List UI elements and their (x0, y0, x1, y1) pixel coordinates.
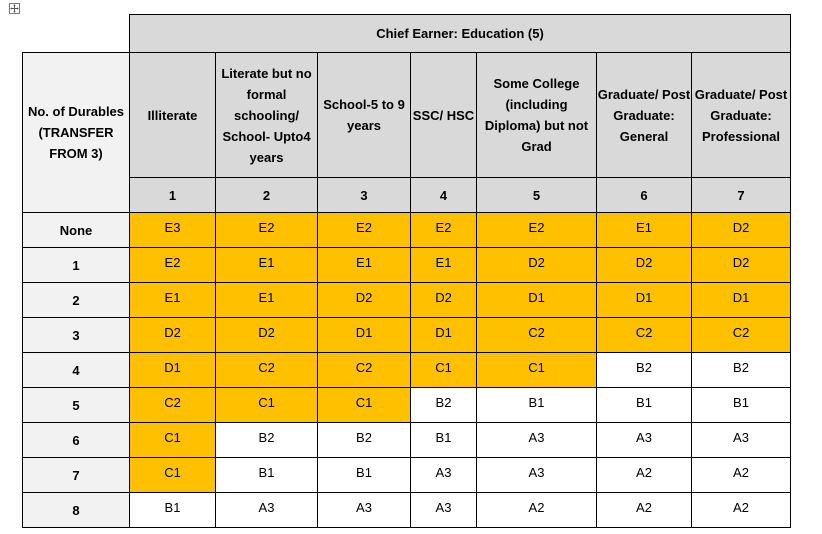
column-number-4: 4 (411, 178, 477, 213)
grade-cell (216, 388, 318, 423)
grade-cell (216, 248, 318, 283)
grade-cell (318, 353, 411, 388)
column-number-7: 7 (692, 178, 791, 213)
grade-cell (411, 283, 477, 318)
grade-cell (692, 493, 791, 528)
grade-cell (597, 493, 692, 528)
column-header-4: SSC/ HSC (411, 53, 477, 178)
grade-cell (130, 458, 216, 493)
grade-cell (216, 423, 318, 458)
grade-cell (692, 283, 791, 318)
grade-cell (411, 318, 477, 353)
grade-value: B1 (435, 429, 452, 445)
grade-value: C1 (528, 359, 545, 375)
corner-blank-cell (23, 15, 130, 53)
durables-education-grid (22, 14, 791, 528)
grade-cell (216, 213, 318, 248)
column-header-1: Illiterate (130, 53, 216, 178)
grade-cell (597, 213, 692, 248)
grade-value: D2 (435, 289, 452, 305)
table-row (23, 388, 791, 423)
grade-cell (597, 388, 692, 423)
grade-value: A3 (258, 499, 275, 515)
grade-value: C2 (258, 359, 275, 375)
grade-value: E1 (636, 219, 652, 235)
grade-value: D2 (528, 254, 545, 270)
grade-cell (597, 423, 692, 458)
grade-cell (216, 318, 318, 353)
column-number-2: 2 (216, 178, 318, 213)
grade-cell (692, 318, 791, 353)
grade-value: A3 (356, 499, 372, 515)
table-row (23, 353, 791, 388)
column-header-5: Some College (including Diploma) but not Grad (477, 53, 597, 178)
grade-value: C2 (528, 324, 545, 340)
grade-value: C1 (164, 429, 181, 445)
grade-cell (477, 458, 597, 493)
grade-cell (216, 493, 318, 528)
row-label: 7 (23, 458, 130, 493)
grade-cell (216, 353, 318, 388)
grade-value: B2 (258, 429, 275, 445)
grade-value: B1 (164, 499, 181, 515)
grade-cell (477, 213, 597, 248)
row-label: 1 (23, 248, 130, 283)
grade-value: E2 (356, 219, 372, 235)
grade-cell (130, 388, 216, 423)
grade-cell (130, 493, 216, 528)
table-row (23, 283, 791, 318)
grade-cell (597, 318, 692, 353)
grade-cell (692, 458, 791, 493)
grade-value: B1 (356, 464, 372, 480)
grade-value: C2 (732, 324, 750, 340)
grade-value: C2 (355, 359, 373, 375)
grade-value: C1 (355, 394, 373, 410)
column-number-6: 6 (597, 178, 692, 213)
grade-cell (318, 458, 411, 493)
grade-value: D2 (355, 289, 373, 305)
grade-cell (130, 353, 216, 388)
grade-cell (411, 493, 477, 528)
row-label: 4 (23, 353, 130, 388)
grade-cell (597, 283, 692, 318)
table-row (23, 423, 791, 458)
grade-value: B1 (528, 394, 545, 410)
grade-cell (411, 353, 477, 388)
grade-value: E1 (164, 289, 181, 305)
table-row (23, 493, 791, 528)
grade-cell (318, 213, 411, 248)
grade-cell (692, 423, 791, 458)
column-number-1: 1 (130, 178, 216, 213)
grade-value: E3 (164, 219, 181, 235)
column-header-6: Graduate/ Post Graduate: General (597, 53, 692, 178)
grade-cell (318, 423, 411, 458)
grade-value: B2 (356, 429, 372, 445)
grade-value: A2 (636, 499, 652, 515)
grade-value: E1 (356, 254, 372, 270)
grade-cell (411, 213, 477, 248)
grade-cell (597, 248, 692, 283)
grade-cell (597, 353, 692, 388)
grade-cell (411, 248, 477, 283)
grade-value: D1 (635, 289, 653, 305)
grade-value: E2 (528, 219, 545, 235)
grade-value: A3 (636, 429, 652, 445)
grade-cell (318, 493, 411, 528)
row-label: 3 (23, 318, 130, 353)
row-label: None (23, 213, 130, 248)
grade-cell (130, 318, 216, 353)
grade-cell (130, 423, 216, 458)
grade-cell (216, 458, 318, 493)
group-header-row (23, 15, 791, 53)
table-row (23, 213, 791, 248)
grade-cell (477, 318, 597, 353)
table-move-handle-icon[interactable] (9, 3, 20, 14)
grade-cell (216, 283, 318, 318)
grade-value: A3 (435, 464, 452, 480)
grade-cell (477, 423, 597, 458)
column-number-row (23, 178, 791, 213)
grade-value: C1 (164, 464, 181, 480)
column-header-3: School-5 to 9 years (318, 53, 411, 178)
grade-value: B2 (435, 394, 452, 410)
grade-cell (318, 248, 411, 283)
grade-cell (318, 388, 411, 423)
grade-value: C2 (164, 394, 181, 410)
grade-value: A3 (528, 464, 545, 480)
group-header: Chief Earner: Education (5) (130, 15, 791, 53)
grade-cell (130, 248, 216, 283)
grade-value: B2 (733, 359, 749, 375)
grade-cell (411, 388, 477, 423)
grade-value: D2 (732, 219, 750, 235)
table-row (23, 318, 791, 353)
column-header-7: Graduate/ Post Graduate: Professional (692, 53, 791, 178)
grade-value: C1 (258, 394, 275, 410)
column-header-row (23, 53, 791, 178)
grade-cell (318, 283, 411, 318)
grade-cell (692, 213, 791, 248)
grade-cell (477, 388, 597, 423)
grade-value: B1 (636, 394, 652, 410)
grade-value: E2 (164, 254, 181, 270)
grade-cell (477, 283, 597, 318)
grade-value: D1 (355, 324, 373, 340)
grade-value: A2 (528, 499, 545, 515)
grade-value: E2 (435, 219, 452, 235)
grade-value: D2 (258, 324, 275, 340)
grade-value: D2 (732, 254, 750, 270)
grade-value: A2 (733, 464, 749, 480)
grade-value: A2 (733, 499, 749, 515)
row-label: 8 (23, 493, 130, 528)
grade-value: E1 (258, 289, 275, 305)
grade-value: A3 (528, 429, 545, 445)
move-arrows-icon (10, 4, 19, 13)
grade-value: A3 (435, 499, 452, 515)
grade-value: E1 (258, 254, 275, 270)
grade-cell (318, 318, 411, 353)
grade-value: B1 (733, 394, 749, 410)
grade-value: A2 (636, 464, 652, 480)
grade-value: D2 (164, 324, 181, 340)
grade-value: D1 (435, 324, 452, 340)
grade-value: B1 (258, 464, 275, 480)
grade-cell (597, 458, 692, 493)
grade-cell (411, 423, 477, 458)
grade-cell (130, 283, 216, 318)
grade-value: C1 (435, 359, 452, 375)
grade-value: D2 (635, 254, 653, 270)
grade-cell (477, 493, 597, 528)
grade-value: C2 (635, 324, 653, 340)
grade-value: A3 (733, 429, 749, 445)
row-header: No. of Durables (TRANSFER FROM 3) (23, 53, 130, 213)
column-number-3: 3 (318, 178, 411, 213)
row-label: 6 (23, 423, 130, 458)
grade-cell (692, 353, 791, 388)
grade-value: D1 (528, 289, 545, 305)
grade-cell (411, 458, 477, 493)
grade-cell (477, 248, 597, 283)
row-label: 2 (23, 283, 130, 318)
grade-cell (692, 388, 791, 423)
grade-value: D1 (164, 359, 181, 375)
grade-value: B2 (636, 359, 652, 375)
grade-cell (130, 213, 216, 248)
column-number-5: 5 (477, 178, 597, 213)
column-header-2: Literate but no formal schooling/ School- Upto4 years (216, 53, 318, 178)
grade-value: D1 (732, 289, 750, 305)
table-row (23, 248, 791, 283)
grade-value: E2 (258, 219, 275, 235)
grade-value: E1 (435, 254, 452, 270)
table-row (23, 458, 791, 493)
grade-cell (477, 353, 597, 388)
grade-cell (692, 248, 791, 283)
row-label: 5 (23, 388, 130, 423)
